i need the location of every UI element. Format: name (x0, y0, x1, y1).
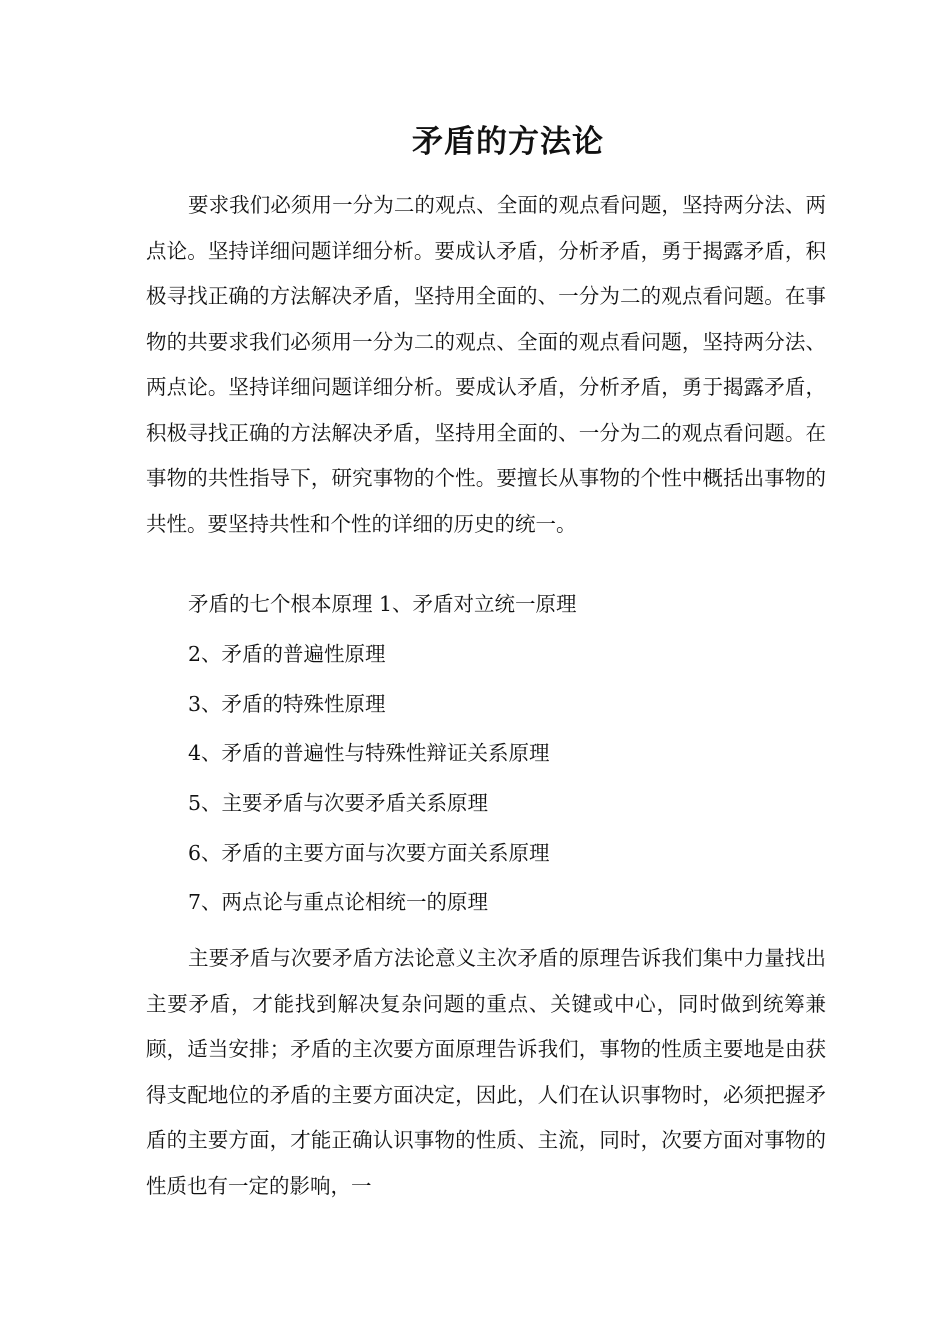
principle-item: 5、主要矛盾与次要矛盾关系原理 (188, 791, 489, 815)
principle-item: 7、两点论与重点论相统一的原理 (188, 890, 489, 914)
principle-item: 矛盾的七个根本原理 1、矛盾对立统一原理 (188, 592, 577, 616)
principle-item: 6、矛盾的主要方面与次要方面关系原理 (188, 841, 550, 865)
body-paragraph: 要求我们必须用一分为二的观点、全面的观点看问题，坚持两分法、两点论。坚持详细问题详细分析。要成认矛盾，分析矛盾，勇于揭露矛盾，积极寻找正确的方法解决矛盾，坚持用全面的、一分为二的观点看问题。在事物的共要求我们必须用一分为二的观点、全面的观点看问题，坚持两分法、两点论。坚持详细问题详细分析。要成认矛盾，分析矛盾，勇于揭露矛盾，积极寻找正确的方法解决矛盾，坚持用全面的、一分为二的观点看问题。在事物的共性指导下，研究事物的个性。要擅长从事物的个性中概括出事物的共性。要坚持共性和个性的详细的历史的统一。 (146, 193, 826, 536)
principle-item: 2、矛盾的普遍性原理 (188, 642, 386, 666)
body-paragraph: 主要矛盾与次要矛盾方法论意义主次矛盾的原理告诉我们集中力量找出主要矛盾，才能找到解决复杂问题的重点、关键或中心，同时做到统筹兼顾，适当安排；矛盾的主次要方面原理告诉我们，事物的性质主要地是由获得支配地位的矛盾的主要方面决定，因此，人们在认识事物时，必须把握矛盾的主要方面，才能正确认识事物的性质、主流，同时，次要方面对事物的性质也有一定的影响，一 (146, 946, 826, 1198)
document-title: 矛盾的方法论 (412, 124, 604, 160)
principle-item: 4、矛盾的普遍性与特殊性辩证关系原理 (188, 741, 550, 765)
principle-item: 3、矛盾的特殊性原理 (188, 692, 386, 716)
